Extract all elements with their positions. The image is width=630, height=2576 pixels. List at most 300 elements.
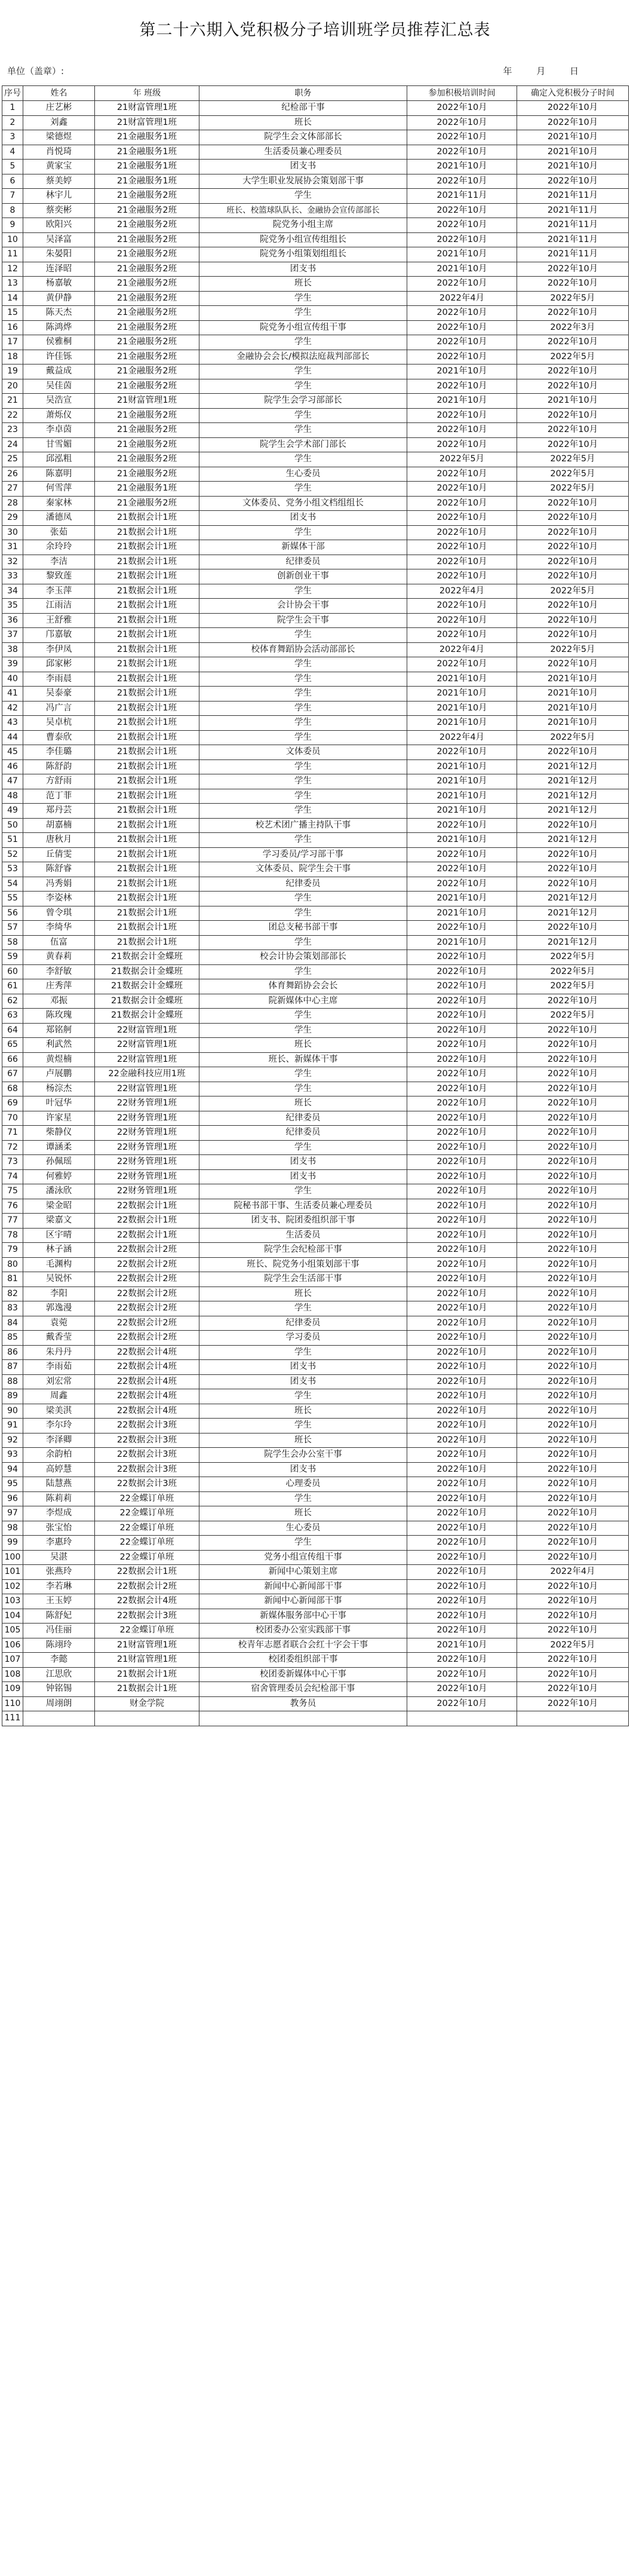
seq-cell: 62 <box>2 994 23 1009</box>
position-cell: 学习委员/学习部干事 <box>199 847 407 862</box>
confirm-date-cell: 2021年10月 <box>517 130 629 145</box>
confirm-date-cell: 2022年10月 <box>517 511 629 526</box>
confirm-date-cell: 2021年11月 <box>517 218 629 233</box>
training-date-cell: 2022年10月 <box>407 408 517 423</box>
class-cell: 22数据会计3班 <box>95 1448 199 1463</box>
seq-cell: 73 <box>2 1155 23 1170</box>
seq-cell: 103 <box>2 1594 23 1609</box>
position-cell: 学习委员 <box>199 1331 407 1346</box>
table-row <box>2 335 629 350</box>
class-cell: 21数据会计1班 <box>95 804 199 819</box>
training-date-cell <box>407 1711 517 1726</box>
seq-cell: 99 <box>2 1536 23 1551</box>
table-row <box>2 1711 629 1726</box>
position-cell: 宿舍管理委员会纪检部干事 <box>199 1682 407 1697</box>
table-row <box>2 935 629 950</box>
confirm-date-cell: 2021年12月 <box>517 833 629 848</box>
class-cell: 21金融服务2班 <box>95 437 199 452</box>
table-row <box>2 130 629 145</box>
confirm-date-cell: 2022年10月 <box>517 994 629 1009</box>
class-cell: 22数据会计2班 <box>95 1331 199 1346</box>
name-cell: 李雨晨 <box>23 672 95 687</box>
table-row <box>2 1214 629 1229</box>
name-cell: 连泽昭 <box>23 262 95 277</box>
name-cell: 孙佩瑶 <box>23 1155 95 1170</box>
position-cell: 学生 <box>199 189 407 204</box>
name-cell <box>23 1711 95 1726</box>
confirm-date-cell: 2022年10月 <box>517 847 629 862</box>
seq-cell: 110 <box>2 1696 23 1711</box>
seq-cell: 32 <box>2 555 23 569</box>
class-cell: 21金融服务2班 <box>95 306 199 321</box>
confirm-date-cell: 2021年12月 <box>517 789 629 804</box>
table-row <box>2 1126 629 1141</box>
class-cell: 22数据会计2班 <box>95 1243 199 1258</box>
name-cell: 秦家林 <box>23 496 95 511</box>
table-body <box>2 101 629 1726</box>
name-cell: 范丁菲 <box>23 789 95 804</box>
seq-cell: 25 <box>2 452 23 467</box>
position-cell: 学生 <box>199 335 407 350</box>
position-cell: 教务员 <box>199 1696 407 1711</box>
table-row <box>2 189 629 204</box>
confirm-date-cell: 2022年10月 <box>517 101 629 116</box>
training-date-cell: 2022年10月 <box>407 496 517 511</box>
position-cell: 新闻中心新闻部干事 <box>199 1579 407 1594</box>
position-cell: 团总支秘书部干事 <box>199 921 407 936</box>
position-cell: 班长 <box>199 1404 407 1419</box>
class-cell: 22财务管理1班 <box>95 1155 199 1170</box>
name-cell: 陈翊玲 <box>23 1638 95 1653</box>
class-cell: 22财富管理1班 <box>95 1052 199 1067</box>
name-cell: 陈玫瑰 <box>23 1009 95 1024</box>
table-row <box>2 1301 629 1316</box>
position-cell: 学生 <box>199 759 407 774</box>
training-date-cell: 2022年10月 <box>407 1243 517 1258</box>
position-cell: 团支书 <box>199 262 407 277</box>
class-cell: 22财务管理1班 <box>95 1184 199 1199</box>
table-row <box>2 101 629 116</box>
seq-cell: 8 <box>2 203 23 218</box>
training-date-cell: 2022年10月 <box>407 1506 517 1521</box>
class-cell: 21数据会计1班 <box>95 569 199 584</box>
name-cell: 陈舒睿 <box>23 862 95 877</box>
confirm-date-cell: 2022年10月 <box>517 115 629 130</box>
confirm-date-cell: 2022年10月 <box>517 613 629 628</box>
table-row <box>2 1272 629 1287</box>
confirm-date-cell: 2022年10月 <box>517 1696 629 1711</box>
confirm-date-cell: 2022年10月 <box>517 1389 629 1404</box>
class-cell: 21数据会计1班 <box>95 921 199 936</box>
class-cell: 21数据会计1班 <box>95 599 199 614</box>
training-date-cell: 2022年4月 <box>407 642 517 657</box>
class-cell: 21数据会计1班 <box>95 892 199 906</box>
training-date-cell: 2021年11月 <box>407 189 517 204</box>
seq-cell: 21 <box>2 394 23 409</box>
class-cell: 21数据会计金蝶班 <box>95 994 199 1009</box>
position-cell: 新媒体干部 <box>199 540 407 555</box>
table-row <box>2 847 629 862</box>
seq-cell: 33 <box>2 569 23 584</box>
class-cell: 21财富管理1班 <box>95 1653 199 1668</box>
table-row <box>2 892 629 906</box>
table-row <box>2 1169 629 1184</box>
seq-cell: 27 <box>2 482 23 497</box>
confirm-date-cell: 2022年10月 <box>517 877 629 892</box>
name-cell: 黄春莉 <box>23 950 95 965</box>
class-cell: 21数据会计金蝶班 <box>95 979 199 994</box>
name-cell: 郑铭舸 <box>23 1023 95 1038</box>
training-date-cell: 2021年10月 <box>407 1638 517 1653</box>
seq-cell: 87 <box>2 1360 23 1375</box>
class-cell: 22财务管理1班 <box>95 1111 199 1126</box>
name-cell: 陈莉莉 <box>23 1491 95 1506</box>
name-cell: 李玉萍 <box>23 584 95 599</box>
table-row <box>2 437 629 452</box>
position-cell: 校团委办公室实践部干事 <box>199 1624 407 1638</box>
training-date-cell: 2022年10月 <box>407 599 517 614</box>
position-cell: 学生 <box>199 716 407 731</box>
confirm-date-cell: 2022年10月 <box>517 1126 629 1141</box>
training-date-cell: 2022年10月 <box>407 628 517 643</box>
confirm-date-cell: 2022年10月 <box>517 1243 629 1258</box>
position-cell: 新闻中心新闻部干事 <box>199 1594 407 1609</box>
class-cell: 22数据会计3班 <box>95 1609 199 1624</box>
training-date-cell: 2022年10月 <box>407 511 517 526</box>
position-cell: 院学生会纪检部干事 <box>199 1243 407 1258</box>
confirm-date-cell: 2021年11月 <box>517 232 629 247</box>
seq-cell: 20 <box>2 379 23 394</box>
name-cell: 黄煜楠 <box>23 1052 95 1067</box>
position-cell: 学生 <box>199 657 407 672</box>
training-date-cell: 2021年10月 <box>407 892 517 906</box>
class-cell: 21数据会计1班 <box>95 774 199 789</box>
table-row <box>2 1682 629 1697</box>
training-date-cell: 2021年10月 <box>407 394 517 409</box>
name-cell: 柴静仪 <box>23 1126 95 1141</box>
confirm-date-cell: 2022年10月 <box>517 1287 629 1301</box>
class-cell: 21数据会计1班 <box>95 818 199 833</box>
name-cell: 张茹 <box>23 525 95 540</box>
class-cell: 21金融服务2班 <box>95 218 199 233</box>
column-header: 参加积极培训时间 <box>407 86 517 101</box>
name-cell: 陈天杰 <box>23 306 95 321</box>
training-date-cell: 2022年10月 <box>407 1214 517 1229</box>
training-date-cell: 2022年10月 <box>407 1594 517 1609</box>
table-row <box>2 599 629 614</box>
seq-cell: 56 <box>2 906 23 921</box>
confirm-date-cell: 2022年10月 <box>517 365 629 379</box>
class-cell: 22数据会计2班 <box>95 1301 199 1316</box>
confirm-date-cell: 2022年10月 <box>517 1082 629 1096</box>
seq-cell: 44 <box>2 730 23 745</box>
class-cell: 22数据会计1班 <box>95 1214 199 1229</box>
class-cell: 21数据会计1班 <box>95 716 199 731</box>
name-cell: 何雅婷 <box>23 1169 95 1184</box>
name-cell: 李伊凤 <box>23 642 95 657</box>
table-row <box>2 1155 629 1170</box>
table-row <box>2 1521 629 1536</box>
seq-cell: 106 <box>2 1638 23 1653</box>
class-cell: 22数据会计2班 <box>95 1316 199 1331</box>
seq-cell: 104 <box>2 1609 23 1624</box>
training-date-cell: 2022年10月 <box>407 1111 517 1126</box>
position-cell: 学生 <box>199 1419 407 1434</box>
table-row <box>2 1360 629 1375</box>
confirm-date-cell: 2021年10月 <box>517 687 629 702</box>
name-cell: 陈鸿烨 <box>23 320 95 335</box>
table-row <box>2 496 629 511</box>
seq-cell: 46 <box>2 759 23 774</box>
seq-cell: 22 <box>2 408 23 423</box>
name-cell: 钟铭锡 <box>23 1682 95 1697</box>
class-cell <box>95 1711 199 1726</box>
class-cell: 21数据会计1班 <box>95 789 199 804</box>
class-cell: 21数据会计1班 <box>95 687 199 702</box>
seq-cell: 80 <box>2 1257 23 1272</box>
name-cell: 吴佳茵 <box>23 379 95 394</box>
training-date-cell: 2022年10月 <box>407 950 517 965</box>
position-cell: 学生 <box>199 701 407 716</box>
confirm-date-cell: 2022年5月 <box>517 482 629 497</box>
table-row <box>2 115 629 130</box>
class-cell: 21数据会计1班 <box>95 935 199 950</box>
position-cell: 院学生会干事 <box>199 613 407 628</box>
seq-cell: 48 <box>2 789 23 804</box>
training-date-cell: 2022年10月 <box>407 1550 517 1565</box>
position-cell: 校会计协会策划部部长 <box>199 950 407 965</box>
seq-cell: 90 <box>2 1404 23 1419</box>
confirm-date-cell: 2022年10月 <box>517 1491 629 1506</box>
table-row <box>2 160 629 174</box>
training-date-cell: 2022年10月 <box>407 467 517 482</box>
name-cell: 李煜成 <box>23 1506 95 1521</box>
training-date-cell: 2022年10月 <box>407 555 517 569</box>
seq-cell: 77 <box>2 1214 23 1229</box>
position-cell: 纪律委员 <box>199 1316 407 1331</box>
position-cell: 文体委员、院学生会干事 <box>199 862 407 877</box>
table-row <box>2 1506 629 1521</box>
confirm-date-cell: 2022年10月 <box>517 569 629 584</box>
table-row <box>2 921 629 936</box>
name-cell: 欧阳兴 <box>23 218 95 233</box>
seq-cell: 58 <box>2 935 23 950</box>
seq-cell: 2 <box>2 115 23 130</box>
class-cell: 22财务管理1班 <box>95 1169 199 1184</box>
confirm-date-cell: 2022年10月 <box>517 1214 629 1229</box>
class-cell: 22财务管理1班 <box>95 1140 199 1155</box>
class-cell: 22数据会计4班 <box>95 1594 199 1609</box>
confirm-date-cell: 2021年12月 <box>517 759 629 774</box>
table-row <box>2 423 629 438</box>
position-cell: 校体育舞蹈协会活动部部长 <box>199 642 407 657</box>
seq-cell: 97 <box>2 1506 23 1521</box>
table-row <box>2 511 629 526</box>
seq-cell: 28 <box>2 496 23 511</box>
name-cell: 周翊朗 <box>23 1696 95 1711</box>
position-cell: 学生 <box>199 525 407 540</box>
confirm-date-cell: 2022年10月 <box>517 1667 629 1682</box>
table-row <box>2 877 629 892</box>
training-date-cell: 2022年10月 <box>407 540 517 555</box>
table-row <box>2 804 629 819</box>
seq-cell: 86 <box>2 1345 23 1360</box>
date-label: 年 月 日 <box>503 66 589 76</box>
class-cell: 22数据会计4班 <box>95 1374 199 1389</box>
position-cell: 院党务小组策划组组长 <box>199 247 407 262</box>
class-cell: 21财富管理1班 <box>95 101 199 116</box>
name-cell: 高婷慧 <box>23 1462 95 1477</box>
class-cell: 21数据会计1班 <box>95 847 199 862</box>
name-cell: 陆慧燕 <box>23 1477 95 1492</box>
confirm-date-cell: 2021年11月 <box>517 247 629 262</box>
name-cell: 李惠玲 <box>23 1536 95 1551</box>
table-row <box>2 774 629 789</box>
training-date-cell: 2021年10月 <box>407 759 517 774</box>
class-cell: 22财富管理1班 <box>95 1082 199 1096</box>
class-cell: 22金蝶订单班 <box>95 1550 199 1565</box>
class-cell: 21金融服务2班 <box>95 189 199 204</box>
position-cell: 团支书 <box>199 1169 407 1184</box>
training-date-cell: 2022年10月 <box>407 1667 517 1682</box>
confirm-date-cell: 2022年10月 <box>517 862 629 877</box>
confirm-date-cell: 2022年10月 <box>517 1155 629 1170</box>
training-date-cell: 2021年10月 <box>407 247 517 262</box>
position-cell: 院党务小组主席 <box>199 218 407 233</box>
confirm-date-cell: 2022年10月 <box>517 1682 629 1697</box>
confirm-date-cell: 2022年10月 <box>517 628 629 643</box>
seq-cell: 94 <box>2 1462 23 1477</box>
class-cell: 21数据会计1班 <box>95 701 199 716</box>
name-cell: 萧烁仪 <box>23 408 95 423</box>
table-row <box>2 716 629 731</box>
table-row <box>2 950 629 965</box>
name-cell: 李绮华 <box>23 921 95 936</box>
seq-cell: 43 <box>2 716 23 731</box>
table-row <box>2 569 629 584</box>
class-cell: 21数据会计1班 <box>95 555 199 569</box>
confirm-date-cell: 2022年5月 <box>517 467 629 482</box>
seq-cell: 3 <box>2 130 23 145</box>
seq-cell: 29 <box>2 511 23 526</box>
name-cell: 余韵柏 <box>23 1448 95 1463</box>
class-cell: 21财富管理1班 <box>95 394 199 409</box>
training-date-cell: 2022年10月 <box>407 1272 517 1287</box>
seq-cell: 12 <box>2 262 23 277</box>
seq-cell: 34 <box>2 584 23 599</box>
training-date-cell: 2022年10月 <box>407 1009 517 1024</box>
table-row <box>2 452 629 467</box>
training-date-cell: 2021年10月 <box>407 716 517 731</box>
training-date-cell: 2022年10月 <box>407 1301 517 1316</box>
position-cell: 文体委员 <box>199 745 407 760</box>
name-cell: 吴泰豪 <box>23 687 95 702</box>
header-info-row <box>0 57 630 85</box>
position-cell: 团支书 <box>199 511 407 526</box>
table-row <box>2 1696 629 1711</box>
position-cell: 团支书 <box>199 1374 407 1389</box>
position-cell: 班长 <box>199 1506 407 1521</box>
class-cell: 22金融科技应用1班 <box>95 1067 199 1082</box>
table-row <box>2 1433 629 1448</box>
table-row <box>2 203 629 218</box>
position-cell: 团支书 <box>199 1462 407 1477</box>
position-cell: 学生 <box>199 423 407 438</box>
confirm-date-cell: 2021年10月 <box>517 394 629 409</box>
seq-cell: 88 <box>2 1374 23 1389</box>
name-cell: 吴浩宣 <box>23 394 95 409</box>
seq-cell: 95 <box>2 1477 23 1492</box>
position-cell: 学生 <box>199 1009 407 1024</box>
class-cell: 21金融服务2班 <box>95 277 199 292</box>
name-cell: 李懿 <box>23 1653 95 1668</box>
training-date-cell: 2022年10月 <box>407 1052 517 1067</box>
seq-cell: 109 <box>2 1682 23 1697</box>
position-cell: 班长、新媒体干事 <box>199 1052 407 1067</box>
table-row <box>2 247 629 262</box>
position-cell: 学生 <box>199 1491 407 1506</box>
seq-cell: 64 <box>2 1023 23 1038</box>
training-date-cell: 2022年10月 <box>407 218 517 233</box>
table-row <box>2 862 629 877</box>
confirm-date-cell: 2022年10月 <box>517 540 629 555</box>
class-cell: 21金融服务2班 <box>95 291 199 306</box>
class-cell: 21金融服务2班 <box>95 467 199 482</box>
position-cell: 生活委员兼心理委员 <box>199 145 407 160</box>
position-cell: 纪律委员 <box>199 1126 407 1141</box>
table-row <box>2 906 629 921</box>
name-cell: 李若琳 <box>23 1579 95 1594</box>
training-date-cell: 2022年10月 <box>407 1126 517 1141</box>
training-date-cell: 2022年10月 <box>407 1287 517 1301</box>
confirm-date-cell: 2021年11月 <box>517 203 629 218</box>
name-cell: 朱晏阳 <box>23 247 95 262</box>
training-date-cell: 2022年10月 <box>407 1624 517 1638</box>
confirm-date-cell: 2022年10月 <box>517 1067 629 1082</box>
class-cell: 22数据会计2班 <box>95 1272 199 1287</box>
confirm-date-cell: 2022年3月 <box>517 320 629 335</box>
class-cell: 21金融服务2班 <box>95 452 199 467</box>
seq-cell: 70 <box>2 1111 23 1126</box>
table-row <box>2 1653 629 1668</box>
confirm-date-cell: 2022年10月 <box>517 1257 629 1272</box>
class-cell: 22金蝶订单班 <box>95 1521 199 1536</box>
position-cell: 班长 <box>199 1038 407 1053</box>
confirm-date-cell: 2022年10月 <box>517 1609 629 1624</box>
name-cell: 梁嘉文 <box>23 1214 95 1229</box>
training-date-cell: 2022年10月 <box>407 1184 517 1199</box>
table-row <box>2 320 629 335</box>
confirm-date-cell: 2022年10月 <box>517 496 629 511</box>
training-date-cell: 2022年10月 <box>407 1389 517 1404</box>
training-date-cell: 2022年10月 <box>407 1140 517 1155</box>
position-cell <box>199 1711 407 1726</box>
name-cell: 杨嘉敏 <box>23 277 95 292</box>
table-row <box>2 1345 629 1360</box>
seq-cell: 10 <box>2 232 23 247</box>
training-date-cell: 2022年10月 <box>407 1374 517 1389</box>
table-row <box>2 1287 629 1301</box>
position-cell: 院党务小组宣传组组长 <box>199 232 407 247</box>
position-cell: 生心委员 <box>199 1521 407 1536</box>
training-date-cell: 2022年10月 <box>407 1316 517 1331</box>
seq-cell: 54 <box>2 877 23 892</box>
name-cell: 方舒雨 <box>23 774 95 789</box>
name-cell: 江思欣 <box>23 1667 95 1682</box>
confirm-date-cell: 2022年10月 <box>517 1272 629 1287</box>
name-cell: 王玉婷 <box>23 1594 95 1609</box>
class-cell: 22数据会计4班 <box>95 1404 199 1419</box>
